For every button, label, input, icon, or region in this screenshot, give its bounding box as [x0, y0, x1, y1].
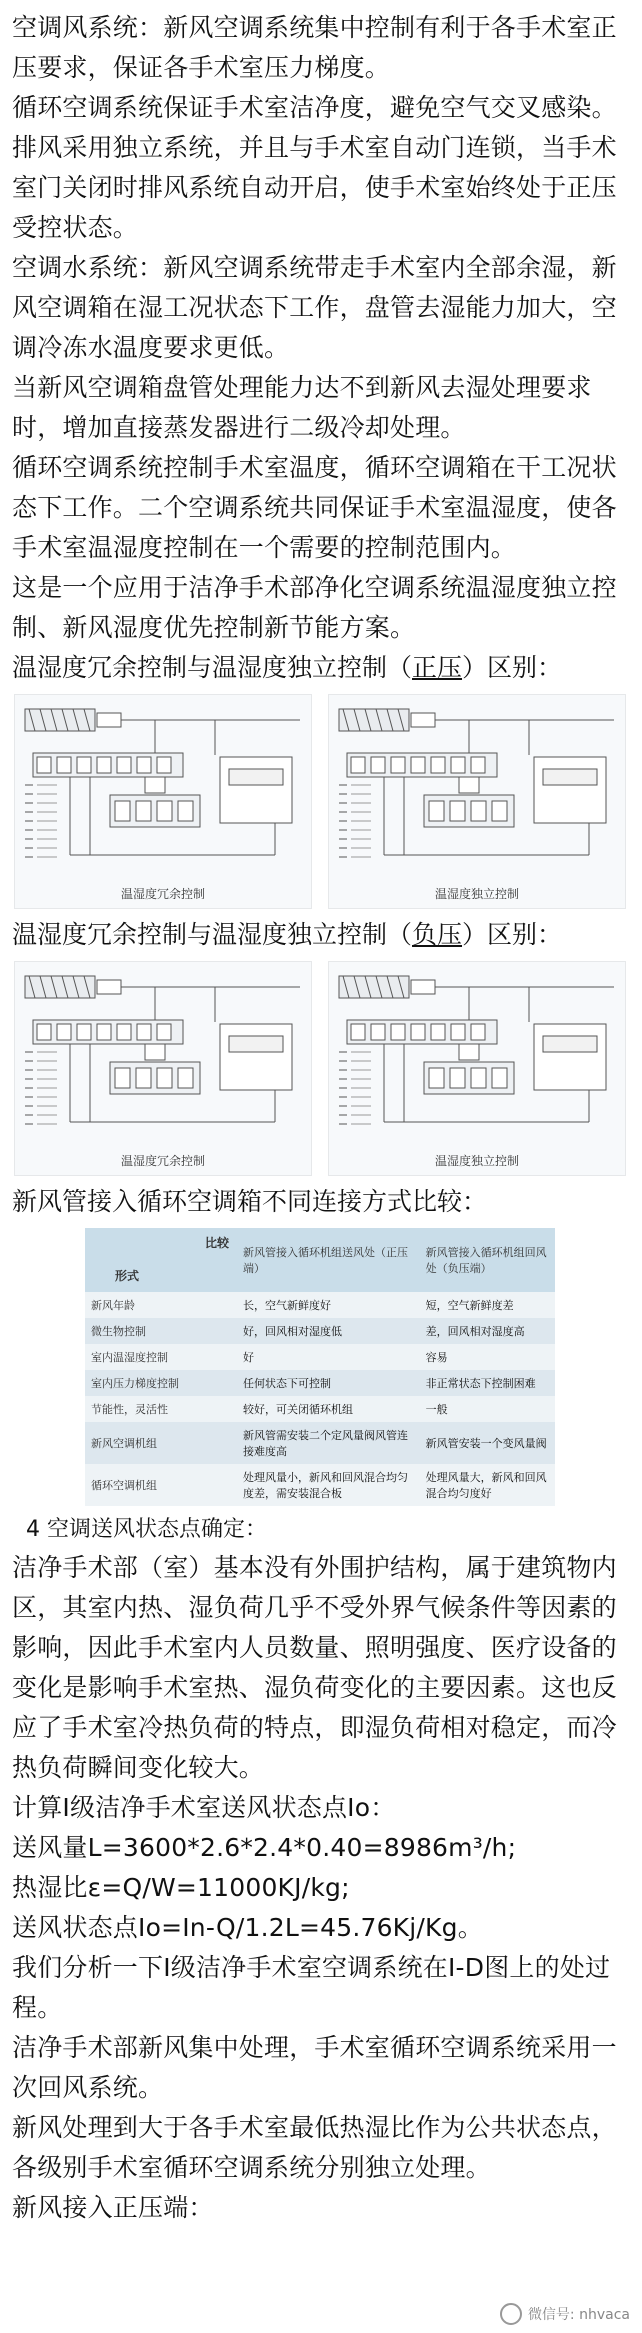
column-header: 新风管接入循环机组回风处（负压端） — [420, 1228, 555, 1292]
figure-caption: 温湿度冗余控制 — [120, 887, 205, 901]
table-row — [85, 1318, 555, 1344]
table-cell: 好，回风相对湿度低 — [237, 1318, 420, 1344]
table-header-row — [85, 1228, 555, 1292]
schematic-figure — [14, 694, 312, 909]
watermark-text: 微信号: nhvaca — [527, 2307, 630, 2323]
paragraph: 新风处理到大于各手术室最低热湿比作为公共状态点，各级别手术室循环空调系统分别独立处理。 — [12, 2113, 617, 2182]
table-cell: 好 — [237, 1344, 420, 1370]
corner-bottom-label: 形式 — [115, 1269, 140, 1283]
table-cell: 短，空气新鲜度差 — [420, 1292, 555, 1318]
table-row — [85, 1370, 555, 1396]
table-cell: 一般 — [420, 1396, 555, 1422]
formula-line: 送风量L=3600*2.6*2.4*0.40=8986m³/h; — [12, 1833, 517, 1862]
paragraph: 洁净手术部新风集中处理，手术室循环空调系统采用一次回风系统。 — [12, 2033, 617, 2102]
section-title-compare: 新风管接入循环空调箱不同连接方式比较： — [12, 1187, 488, 1216]
section-suffix: ）区别： — [462, 653, 563, 682]
section-title-positive — [12, 648, 628, 688]
table-cell: 新风管安装一个变风量阀 — [420, 1422, 555, 1464]
section-prefix: 温湿度冗余控制与温湿度独立控制（ — [12, 653, 413, 682]
table-row — [85, 1292, 555, 1318]
paragraph: 我们分析一下Ⅰ级洁净手术室空调系统在I-D图上的处过程。 — [12, 1953, 611, 2022]
section-keyword: 正压 — [412, 653, 463, 682]
watermark — [500, 2303, 630, 2325]
section-4-title: 4 空调送风状态点确定： — [26, 1517, 267, 1542]
paragraph: 计算Ⅰ级洁净手术室送风状态点Io： — [12, 1793, 396, 1822]
section-suffix: ）区别： — [462, 920, 563, 949]
paragraph: 循环空调系统控制手术室温度，循环空调箱在干工况状态下工作。二个空调系统共同保证手术室温湿度，使各手术室温湿度控制在一个需要的控制范围内。 — [12, 453, 617, 562]
table-row — [85, 1344, 555, 1370]
paragraph: 洁净手术部（室）基本没有外围护结构，属于建筑物内区，其室内热、湿负荷几乎不受外界气候条件等因素的影响，因此手术室内人员数量、照明强度、医疗设备的变化是影响手术室热、湿负荷变化的主要因素。这也反应了手术室冷热负荷的特点，即湿负荷相对稳定，而冷热负荷瞬间变化较大。 — [12, 1553, 617, 1782]
table-corner-cell — [85, 1228, 237, 1292]
section-prefix: 温湿度冗余控制与温湿度独立控制（ — [12, 920, 413, 949]
table-row — [85, 1396, 555, 1422]
table-cell: 处理风量大，新风和回风混合均匀度好 — [420, 1464, 555, 1506]
figure-caption: 温湿度独立控制 — [434, 887, 519, 901]
table-row — [85, 1464, 555, 1506]
row-label: 微生物控制 — [85, 1318, 237, 1344]
corner-top-label: 比较 — [204, 1236, 229, 1250]
row-label: 室内温湿度控制 — [85, 1344, 237, 1370]
paragraph: 当新风空调箱盘管处理能力达不到新风去湿处理要求时，增加直接蒸发器进行二级冷却处理。 — [12, 373, 592, 442]
row-label: 新风空调机组 — [85, 1422, 237, 1464]
table-row — [85, 1422, 555, 1464]
row-label: 室内压力梯度控制 — [85, 1370, 237, 1396]
formula-line: 热湿比ε=Q/W=11000KJ/kg; — [12, 1873, 350, 1902]
paragraph: 空调风系统：新风空调系统集中控制有利于各手术室正压要求，保证各手术室压力梯度。 — [12, 13, 617, 82]
table-cell: 新风管需安装二个定风量阀风管连接难度高 — [237, 1422, 420, 1464]
figure-row-positive — [12, 694, 628, 909]
formula-line: 送风状态点Io=In-Q/1.2L=45.76Kj/Kg。 — [12, 1913, 483, 1942]
paragraph: 新风接入正压端： — [12, 2193, 214, 2222]
table-cell: 差，回风相对湿度高 — [420, 1318, 555, 1344]
section-keyword: 负压 — [412, 920, 463, 949]
paragraph: 排风采用独立系统，并且与手术室自动门连锁，当手术室门关闭时排风系统自动开启，使手术室始终处于正压受控状态。 — [12, 133, 617, 242]
table-cell: 容易 — [420, 1344, 555, 1370]
figure-caption: 温湿度冗余控制 — [120, 1154, 205, 1168]
comparison-table-wrap — [12, 1228, 628, 1506]
paragraph: 空调水系统：新风空调系统带走手术室内全部余湿，新风空调箱在湿工况状态下工作，盘管去湿能力加大，空调冷冻水温度要求更低。 — [12, 253, 617, 362]
comparison-table — [85, 1228, 555, 1506]
wechat-icon — [500, 2303, 522, 2325]
table-cell: 较好，可关闭循环机组 — [237, 1396, 420, 1422]
schematic-figure — [328, 961, 626, 1176]
paragraph: 这是一个应用于洁净手术部净化空调系统温湿度独立控制、新风湿度优先控制新节能方案。 — [12, 573, 617, 642]
row-label: 新风年龄 — [85, 1292, 237, 1318]
table-cell: 长，空气新鲜度好 — [237, 1292, 420, 1318]
schematic-figure — [328, 694, 626, 909]
table-cell: 任何状态下可控制 — [237, 1370, 420, 1396]
section-title-negative — [12, 915, 628, 955]
figure-caption: 温湿度独立控制 — [434, 1154, 519, 1168]
column-header: 新风管接入循环机组送风处（正压端） — [237, 1228, 420, 1292]
paragraph: 循环空调系统保证手术室洁净度，避免空气交叉感染。 — [12, 93, 617, 122]
table-cell: 非正常状态下控制困难 — [420, 1370, 555, 1396]
schematic-figure — [14, 961, 312, 1176]
row-label: 循环空调机组 — [85, 1464, 237, 1506]
table-cell: 处理风量小，新风和回风混合均匀度差，需安装混合板 — [237, 1464, 420, 1506]
figure-row-negative — [12, 961, 628, 1176]
row-label: 节能性，灵活性 — [85, 1396, 237, 1422]
